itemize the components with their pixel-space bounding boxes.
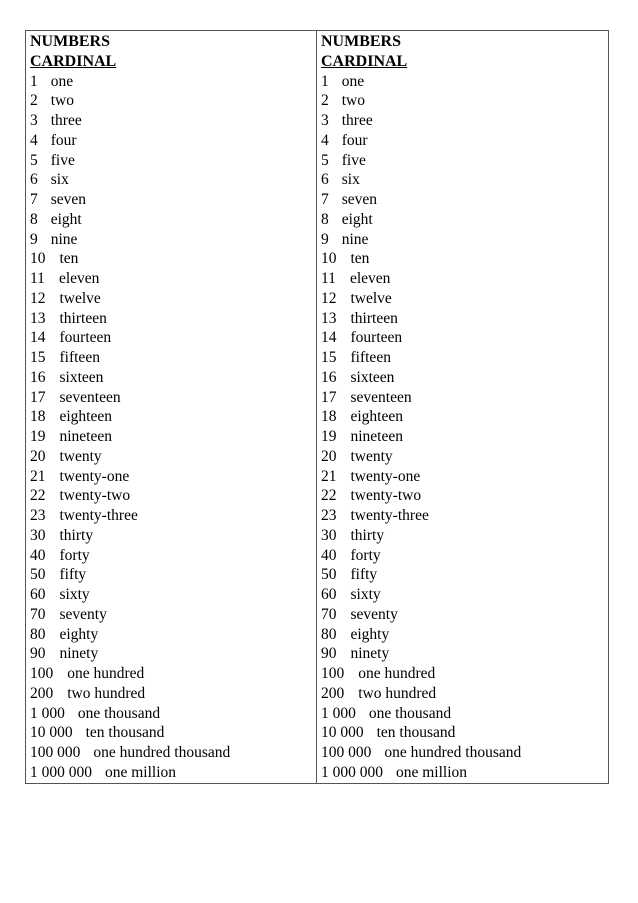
number-word: twenty-two [350,487,422,505]
table-column-right [317,31,608,783]
number-row [30,546,316,566]
number-word: seventeen [350,388,412,406]
number-row [30,210,316,230]
number-row [321,72,608,92]
numeral: 20 [30,447,46,465]
numeral: 100 000 [30,744,81,762]
number-list [321,72,608,783]
numeral: 5 [30,151,38,169]
numeral: 1 [321,72,329,90]
number-word: nine [341,230,369,248]
number-word: thirteen [59,309,107,327]
number-row [30,723,316,743]
number-word: fifty [350,566,378,584]
numeral: 90 [30,645,46,663]
number-word: one million [105,763,177,781]
number-word: seven [50,191,87,209]
number-row [30,131,316,151]
number-row [30,328,316,348]
numeral: 10 [321,250,337,268]
numeral: 21 [30,467,46,485]
numeral: 70 [321,605,337,623]
number-row [321,190,608,210]
numeral: 19 [321,428,337,446]
number-word: three [341,112,373,130]
number-word: seven [341,191,378,209]
number-row [30,91,316,111]
numeral: 23 [321,507,337,525]
numeral: 6 [321,171,329,189]
number-row [321,625,608,645]
numeral: 1 000 [30,704,65,722]
number-row [321,704,608,724]
numeral: 14 [30,329,46,347]
number-word: twenty [350,447,393,465]
number-word: thirteen [350,309,398,327]
number-row [30,388,316,408]
numeral: 60 [321,586,337,604]
number-word: one hundred [67,665,145,683]
number-word: twenty-three [350,507,429,525]
numeral: 90 [321,645,337,663]
number-row [321,526,608,546]
numeral: 5 [321,151,329,169]
numeral: 100 [321,665,345,683]
numeral: 30 [30,526,46,544]
number-word: nineteen [350,428,404,446]
number-row [30,743,316,763]
numeral: 16 [321,368,337,386]
number-row [321,131,608,151]
number-row [321,506,608,526]
numeral: 200 [30,684,54,702]
numeral: 18 [321,408,337,426]
numeral: 100 000 [321,744,372,762]
number-word: ten [350,250,370,268]
number-row [30,427,316,447]
number-word: four [50,131,77,149]
numeral: 9 [321,230,329,248]
numeral: 1 000 000 [321,763,383,781]
number-word: ten thousand [376,724,456,742]
table-column-left [26,31,317,783]
number-row [30,684,316,704]
number-word: eleven [349,270,391,288]
number-row [30,289,316,309]
numeral: 40 [321,546,337,564]
number-word: eleven [58,270,100,288]
number-word: sixty [350,586,381,604]
number-word: twelve [350,289,392,307]
number-word: eight [341,210,373,228]
number-row [321,486,608,506]
numeral: 3 [30,112,38,130]
number-row [321,605,608,625]
number-row [321,249,608,269]
number-word: forty [59,546,90,564]
number-word: sixteen [350,368,395,386]
number-row [321,763,608,783]
number-word: ten thousand [85,724,165,742]
numeral: 16 [30,368,46,386]
number-row [321,644,608,664]
numeral: 3 [321,112,329,130]
number-row [30,644,316,664]
number-word: seventy [59,605,107,623]
number-row [321,210,608,230]
number-row [321,467,608,487]
numeral: 100 [30,665,54,683]
number-word: eight [50,210,82,228]
number-row [321,565,608,585]
number-word: eighteen [59,408,113,426]
number-row [30,407,316,427]
number-row [321,269,608,289]
number-row [321,743,608,763]
number-list [30,72,316,783]
numeral: 8 [321,210,329,228]
number-word: twenty-one [350,467,421,485]
numeral: 14 [321,329,337,347]
number-row [30,111,316,131]
number-word: thirty [59,526,94,544]
number-row [321,447,608,467]
number-row [30,447,316,467]
number-row [30,605,316,625]
numeral: 19 [30,428,46,446]
numeral: 4 [30,131,38,149]
numeral: 7 [321,191,329,209]
numeral: 7 [30,191,38,209]
numeral: 8 [30,210,38,228]
numeral: 1 000 [321,704,356,722]
number-word: fourteen [350,329,403,347]
number-word: four [341,131,368,149]
number-word: seventy [350,605,398,623]
numeral: 10 000 [30,724,73,742]
number-word: one hundred thousand [384,744,522,762]
number-row [30,309,316,329]
number-word: fourteen [59,329,112,347]
number-row [321,151,608,171]
numeral: 12 [321,289,337,307]
numeral: 17 [30,388,46,406]
number-row [321,289,608,309]
numeral: 80 [30,625,46,643]
number-row [30,526,316,546]
numeral: 13 [30,309,46,327]
numeral: 80 [321,625,337,643]
number-row [321,723,608,743]
number-word: fifty [59,566,87,584]
number-word: one million [396,763,468,781]
number-word: twenty-two [59,487,131,505]
number-row [321,91,608,111]
numeral: 60 [30,586,46,604]
numeral: 17 [321,388,337,406]
numeral: 10 000 [321,724,364,742]
numeral: 6 [30,171,38,189]
number-word: twelve [59,289,101,307]
numbers-table [25,30,609,784]
number-word: two hundred [358,684,437,702]
number-row [30,565,316,585]
numeral: 15 [321,349,337,367]
number-row [30,230,316,250]
number-row [321,111,608,131]
number-word: twenty-one [59,467,130,485]
numeral: 40 [30,546,46,564]
number-row [321,230,608,250]
number-word: nineteen [59,428,113,446]
numeral: 13 [321,309,337,327]
number-word: ten [59,250,79,268]
number-word: five [50,151,75,169]
number-word: sixteen [59,368,104,386]
number-row [30,348,316,368]
number-word: twenty [59,447,102,465]
number-row [321,309,608,329]
number-row [321,585,608,605]
number-row [30,585,316,605]
number-word: eighty [350,625,390,643]
number-word: fifteen [350,349,391,367]
numeral: 50 [30,566,46,584]
number-word: two hundred [67,684,146,702]
number-row [321,170,608,190]
numeral: 30 [321,526,337,544]
number-row [30,249,316,269]
column-heading-cardinal: CARDINAL [30,52,117,70]
numeral: 10 [30,250,46,268]
number-word: five [341,151,366,169]
number-row [321,427,608,447]
numeral: 12 [30,289,46,307]
numeral: 4 [321,131,329,149]
number-word: eighty [59,625,99,643]
numeral: 2 [321,92,329,110]
number-row [321,684,608,704]
number-word: thirty [350,526,385,544]
number-word: eighteen [350,408,404,426]
number-word: sixty [59,586,90,604]
number-row [30,506,316,526]
numeral: 50 [321,566,337,584]
number-row [30,467,316,487]
number-row [30,664,316,684]
number-word: six [50,171,69,189]
number-word: six [341,171,360,189]
number-row [321,407,608,427]
number-word: three [50,112,82,130]
number-row [321,368,608,388]
number-row [30,763,316,783]
number-word: nine [50,230,78,248]
number-row [30,170,316,190]
number-word: fifteen [59,349,100,367]
number-row [30,486,316,506]
number-row [30,368,316,388]
number-word: forty [350,546,381,564]
numeral: 22 [321,487,337,505]
number-word: seventeen [59,388,121,406]
numeral: 2 [30,92,38,110]
numeral: 18 [30,408,46,426]
number-word: twenty-three [59,507,138,525]
numeral: 11 [30,270,45,288]
number-row [30,269,316,289]
column-heading-numbers: NUMBERS [30,33,111,50]
number-word: one hundred thousand [93,744,231,762]
numeral: 23 [30,507,46,525]
numeral: 21 [321,467,337,485]
numeral: 22 [30,487,46,505]
numeral: 200 [321,684,345,702]
number-word: two [50,92,74,110]
number-row [321,388,608,408]
numeral: 15 [30,349,46,367]
number-word: ninety [350,645,390,663]
numeral: 1 [30,72,38,90]
numeral: 9 [30,230,38,248]
number-row [30,72,316,92]
number-row [321,546,608,566]
number-row [30,151,316,171]
number-word: one [341,72,365,90]
numeral: 1 000 000 [30,763,92,781]
number-row [30,625,316,645]
column-heading-numbers: NUMBERS [321,33,402,50]
number-row [321,664,608,684]
number-row [321,348,608,368]
numeral: 11 [321,270,336,288]
column-heading-cardinal: CARDINAL [321,52,408,70]
numeral: 70 [30,605,46,623]
number-word: one thousand [368,704,452,722]
numeral: 20 [321,447,337,465]
number-row [30,704,316,724]
number-word: ninety [59,645,99,663]
number-word: one hundred [358,665,436,683]
number-word: two [341,92,365,110]
number-word: one [50,72,74,90]
number-row [321,328,608,348]
number-row [30,190,316,210]
number-word: one thousand [77,704,161,722]
